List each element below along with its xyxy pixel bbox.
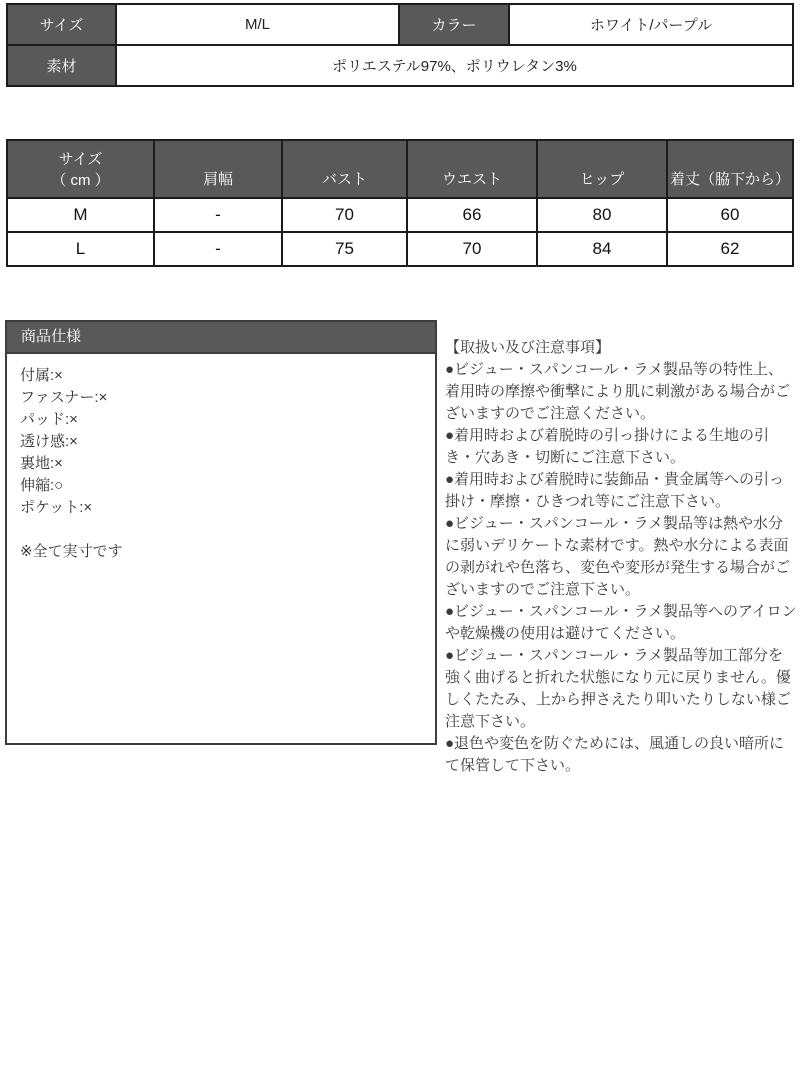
table-row-size-l — [7, 232, 793, 266]
material-value-cell: ポリエステル97%、ポリウレタン3% — [116, 45, 793, 86]
spec-note: ※全て実寸です — [20, 543, 123, 560]
size-value-cell: M/L — [116, 4, 399, 45]
color-value-cell: ホワイト/パープル — [509, 4, 793, 45]
care-title: 【取扱い及び注意事項】 — [445, 339, 611, 356]
care-bullet-jewelry: ●着用時および着脱時に装飾品・貴金属等への引っ掛け・摩擦・ひきつれ等にご注意下さい。 — [445, 471, 785, 510]
care-bullet-heat-moisture: ●ビジュー・スパンコール・ラメ製品等は熱や水分に弱いデリケートな素材です。熱や水分による表面の剥がれや色落ち、変色や変形が発生する場合がございますのでご注意下さい。 — [445, 515, 791, 598]
care-notes — [445, 337, 797, 777]
cell-m-hip: 80 — [537, 198, 667, 232]
product-spec-box — [5, 320, 437, 745]
header-size-line1: サイズ — [58, 150, 103, 168]
cell-m-bust: 70 — [282, 198, 407, 232]
header-waist: ウエスト — [407, 140, 537, 198]
care-bullet-snagging: ●着用時および着脱時の引っ掛けによる生地の引き・穴あき・切断にご注意下さい。 — [445, 427, 770, 466]
measurements-table — [6, 139, 794, 267]
cell-m-waist: 66 — [407, 198, 537, 232]
header-shoulder-width: 肩幅 — [154, 140, 282, 198]
header-bust: バスト — [282, 140, 407, 198]
spec-list — [7, 354, 435, 563]
care-bullet-bending: ●ビジュー・スパンコール・ラメ製品等加工部分を強く曲げると折れた状態になり元に戻りません。優しくたたみ、上から押さえたり叩いたりしない様ご注意下さい。 — [445, 647, 791, 730]
cell-l-length: 62 — [667, 232, 793, 266]
info-row-size-color — [7, 4, 793, 45]
cell-m-size: M — [7, 198, 154, 232]
spec-box-title: 商品仕様 — [7, 322, 435, 354]
info-row-material — [7, 45, 793, 86]
spec-item-sheerness: 透け感:× — [20, 433, 78, 450]
cell-l-size: L — [7, 232, 154, 266]
cell-l-waist: 70 — [407, 232, 537, 266]
product-info-table — [6, 3, 794, 87]
spec-item-lining: 裏地:× — [20, 455, 63, 472]
cell-m-shoulder: - — [154, 198, 282, 232]
spec-item-accessory: 付属:× — [20, 367, 63, 384]
spec-item-fastener: ファスナー:× — [20, 389, 108, 406]
measurements-header-row — [7, 140, 793, 198]
color-label-cell: カラー — [399, 4, 509, 45]
cell-m-length: 60 — [667, 198, 793, 232]
header-length: 着丈（脇下から） — [667, 140, 793, 198]
size-label-cell: サイズ — [7, 4, 116, 45]
spec-item-stretch: 伸縮:○ — [20, 477, 64, 494]
table-row-size-m — [7, 198, 793, 232]
care-bullet-storage: ●退色や変色を防ぐためには、風通しの良い暗所にて保管して下さい。 — [445, 735, 785, 774]
care-bullet-iron-dryer: ●ビジュー・スパンコール・ラメ製品等へのアイロンや乾燥機の使用は避けてください。 — [445, 603, 797, 642]
header-size-cm — [7, 140, 154, 198]
cell-l-shoulder: - — [154, 232, 282, 266]
header-size-line2: （ cm ） — [51, 171, 110, 189]
spec-item-pad: パッド:× — [20, 411, 78, 428]
cell-l-hip: 84 — [537, 232, 667, 266]
spec-item-pocket: ポケット:× — [20, 499, 93, 516]
header-hip: ヒップ — [537, 140, 667, 198]
cell-l-bust: 75 — [282, 232, 407, 266]
care-bullet-friction: ●ビジュー・スパンコール・ラメ製品等の特性上、着用時の摩擦や衝撃により肌に刺激がある場合がございますのでご注意ください。 — [445, 361, 791, 422]
material-label-cell: 素材 — [7, 45, 116, 86]
